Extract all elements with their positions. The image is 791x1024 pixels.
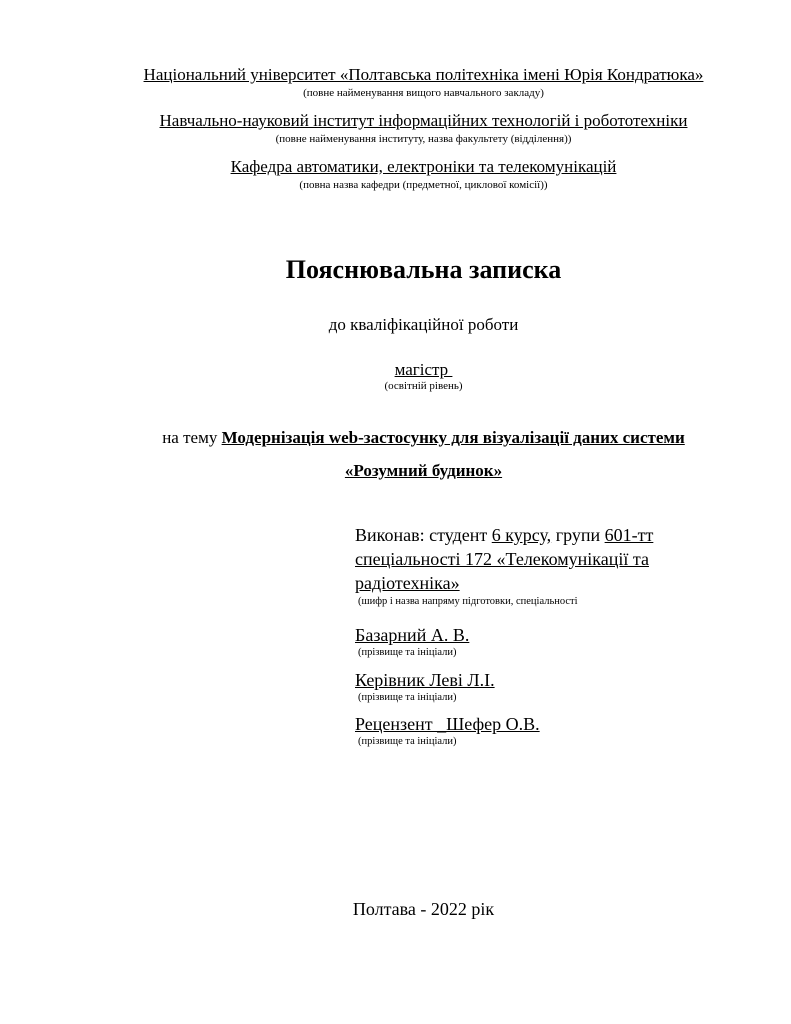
topic-prefix: на тему [162,428,222,447]
group-label: групи [551,525,605,545]
university-name: Національний університет «Полтавська політехніка імені Юрія Кондратюка» [143,65,704,84]
student-caption: (прізвище та ініціали) [358,647,457,658]
group-value: 601-тт [604,525,654,545]
performed-prefix: Виконав: студент [355,525,492,545]
document-subtitle: до кваліфікаційної роботи [328,315,519,334]
city-year: Полтава - 2022 рік [352,899,495,919]
supervisor-name: Керівник Леві Л.І. [355,670,495,690]
performed-line [355,523,734,547]
document-title: Пояснювальна записка [285,255,562,284]
institute-name: Навчально-науковий інститут інформаційних технологій і робототехніки [159,111,688,130]
topic-line-2: «Розумний будинок» [344,461,503,480]
specialty-caption: (шифр і назва напряму підготовки, спеціальності [358,596,578,607]
author-block [355,523,734,748]
specialty-line-2: радіотехніка» [355,573,460,593]
department-caption: (повна назва кафедри (предметної, циклової комісії)) [299,179,548,191]
degree-level: магістр [394,360,453,379]
header-block [113,64,734,192]
course-value: 6 курсу, [491,525,552,545]
topic-title-part-1: Модернізація web-застосунку для візуалізації даних системи [221,428,685,447]
student-name: Базарний А. В. [355,625,470,645]
reviewer-caption: (прізвище та ініціали) [358,736,457,747]
topic-line-1 [113,421,734,454]
degree-caption: (освітній рівень) [384,380,463,392]
department-name: Кафедра автоматики, електроніки та телекомунікацій [230,157,617,176]
university-caption: (повне найменування вищого навчального закладу) [303,87,544,99]
institute-caption: (повне найменування інституту, назва факультету (відділення)) [275,133,572,145]
supervisor-caption: (прізвище та ініціали) [358,692,457,703]
specialty-line-1: спеціальності 172 «Телекомунікації та [355,549,649,569]
topic-block [113,421,734,487]
reviewer-name: Рецензент _Шефер О.В. [355,714,540,734]
